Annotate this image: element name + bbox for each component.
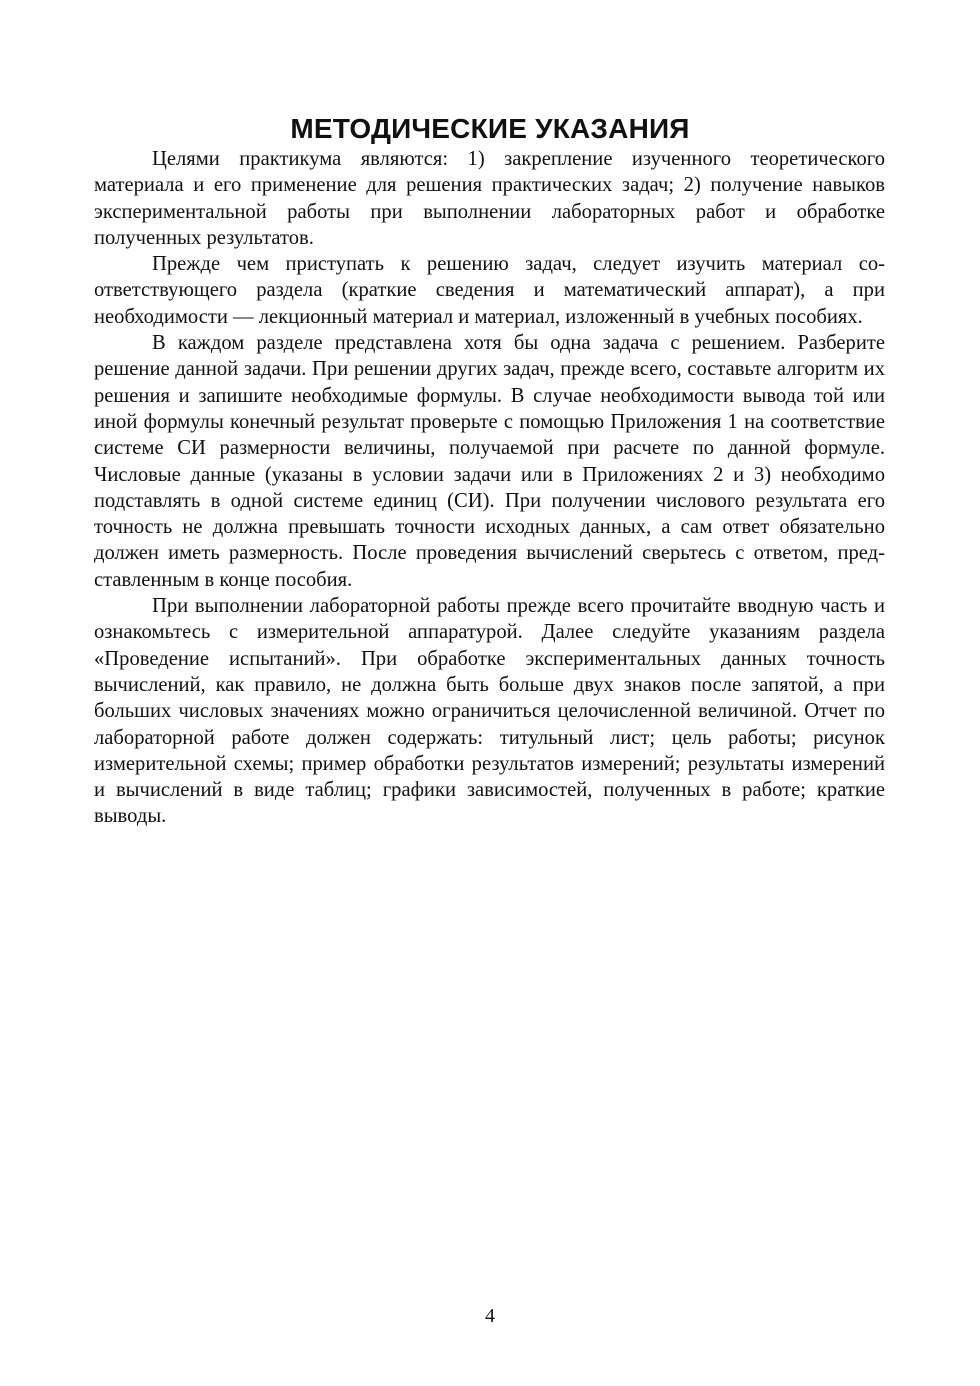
paragraph-preparation: Прежде чем приступать к решению задач, следует изучить материал соответствующего раздела (краткие сведения и математический аппарат), а при необходимости — лекционный материал и материал, изложенный в учебных пособиях. xyxy=(94,253,885,328)
body-text xyxy=(94,146,885,830)
paragraph-problem-solving: В каждом разделе представлена хотя бы одна задача с решением. Разберите решение данной задачи. При решении других задач, прежде всего, составьте алгоритм их решения и запишите необходимые формулы. В случае необходимости вывода той или иной формулы конечный результат проверьте с помощью Приложения 1 на соответствие системе СИ размерности величины, получаемой при расчете по данной формуле. Числовые данные (указаны в условии задачи или в Приложениях 2 и 3) необходимо подставлять в одной системе единиц (СИ). При получении числового результата его точность не должна превышать точности исходных данных, а сам ответ обязательно должен иметь размерность. После проведения вычислений сверьтесь с ответом, представленным в конце пособия. xyxy=(94,332,885,591)
paragraph-goals: Целями практикума являются: 1) закрепление изученного теоретического материала и его применение для решения практических задач; 2) получение навыков экспериментальной работы при выполнении лабораторных работ и обработке полученных результатов. xyxy=(94,148,885,249)
page-number: 4 xyxy=(485,1305,495,1327)
page-title: МЕТОДИЧЕСКИЕ УКАЗАНИЯ xyxy=(290,112,690,144)
paragraph-lab-work: При выполнении лабораторной работы прежде всего прочитайте вводную часть и ознакомьтесь с измерительной аппаратурой. Далее следуйте указаниям раздела «Проведение испытаний». При обработке экспериментальных данных точность вычислений, как правило, не должна быть больше двух знаков после запятой, а при больших числовых значениях можно ограничиться целочисленной величиной. Отчет по лабораторной работе должен содержать: титульный лист; цель работы; рисунок измерительной схемы; пример обработки результатов измерений; результаты измерений и вычислений в виде таблиц; графики зависимостей, полученных в работе; краткие выводы. xyxy=(94,595,885,828)
